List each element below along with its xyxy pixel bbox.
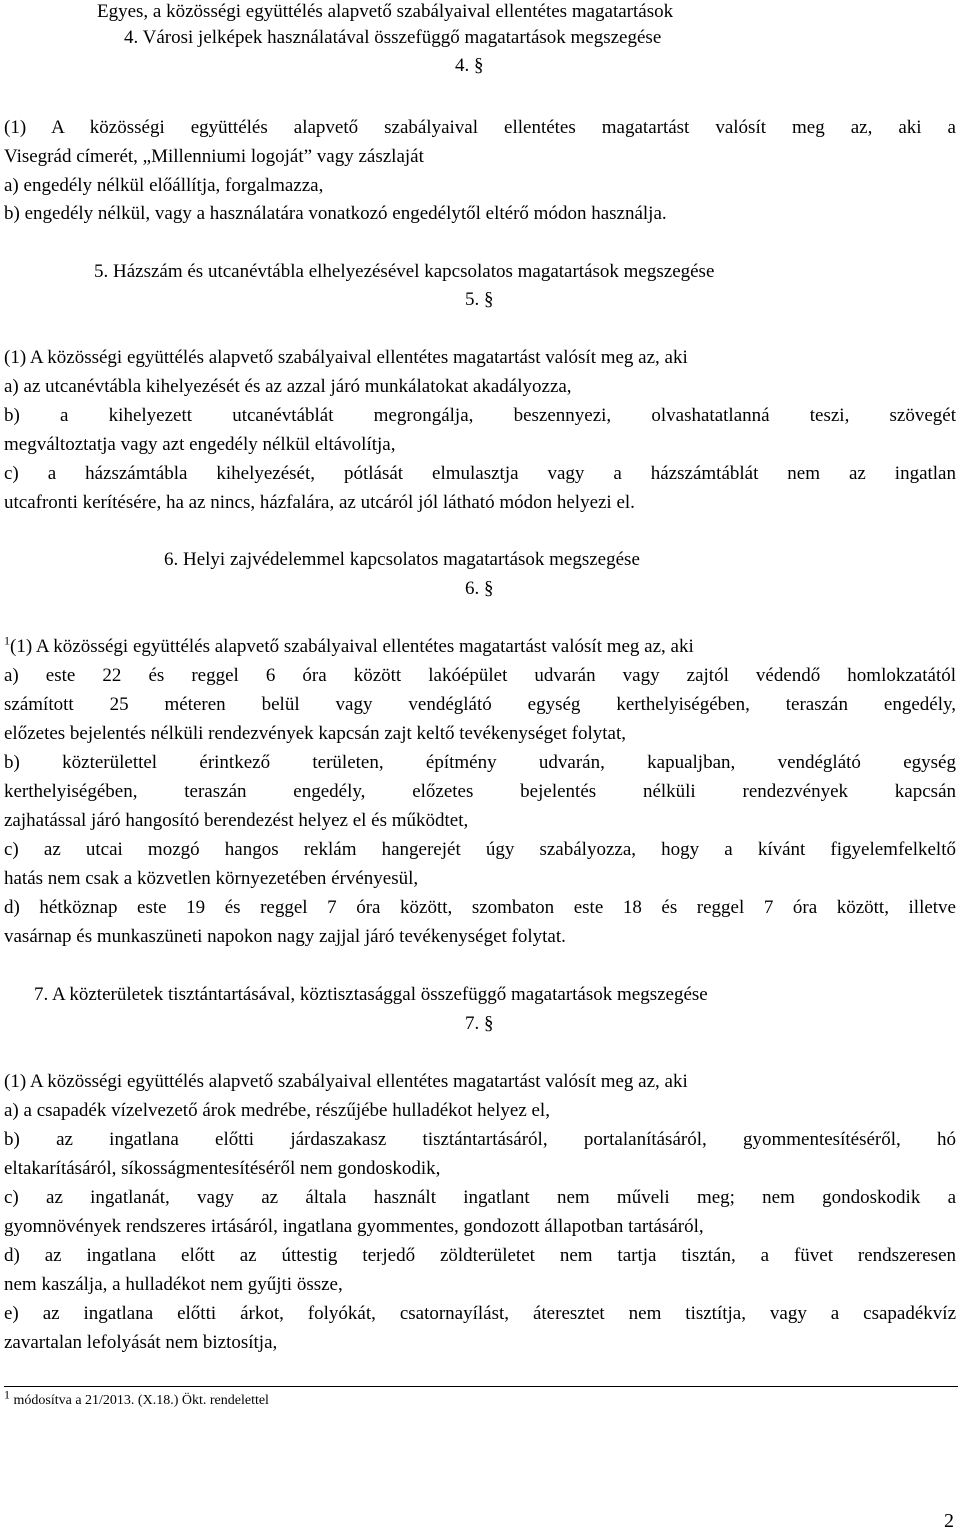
s6-line-1-text: (1) A közösségi együttélés alapvető szabályaival ellentétes magatartást valósít meg az, aki [10,636,694,657]
footnote-number: 1 [4,1387,10,1402]
s7-item-c: c) az ingatlanát, vagy az általa használt ingatlant nem műveli meg; nem gondoskodik a [4,1187,956,1208]
paragraph-mark-6: 6. § [465,578,494,599]
s4-item-b: b) engedély nélkül, vagy a használatára vonatkozó engedélytől eltérő módon használja. [4,203,667,224]
s5-item-c-cont: utcafronti kerítésére, ha az nincs, házfalára, az utcáról jól látható módon helyezi el. [4,492,635,513]
s7-item-d-cont: nem kaszálja, a hulladékot nem gyűjti össze, [4,1274,343,1295]
s6-item-a-cont: számított 25 méteren belül vagy vendéglátó egység kerthelyiségében, teraszán engedély, [4,694,956,715]
s6-item-b: b) közterülettel érintkező területen, építmény udvarán, kapualjban, vendéglátó egység [4,752,956,773]
s4-line-2: Visegrád címerét, „Millenniumi logoját” vagy zászlaját [4,146,424,167]
s5-line-1: (1) A közösségi együttélés alapvető szabályaival ellentétes magatartást valósít meg az, aki [4,347,688,368]
s7-item-e-cont: zavartalan lefolyását nem biztosítja, [4,1332,278,1353]
s5-item-b-cont: megváltoztatja vagy azt engedély nélkül eltávolítja, [4,434,396,455]
page-number: 2 [944,1510,954,1532]
s7-item-a: a) a csapadék vízelvezető árok medrébe, részűjébe hulladékot helyez el, [4,1100,550,1121]
s7-item-b: b) az ingatlana előtti járdaszakasz tisztántartásáról, portalanításáról, gyommentesítéséről, hó [4,1129,956,1150]
paragraph-mark-7: 7. § [465,1013,494,1034]
s4-line-1: (1) A közösségi együttélés alapvető szabályaival ellentétes magatartást valósít meg az, aki a [4,117,956,138]
section-title-6: 6. Helyi zajvédelemmel kapcsolatos magatartások megszegése [164,549,640,570]
s7-item-c-cont: gyomnövények rendszeres irtásáról, ingatlana gyommentes, gondozott állapotban tartásáról, [4,1216,704,1237]
s7-item-e: e) az ingatlana előtti árkot, folyókát, csatornayílást, áteresztet nem tisztítja, vagy a csapadékvíz [4,1303,956,1324]
footnote-divider [4,1386,958,1387]
s6-item-c-cont: hatás nem csak a közvetlen környezetében érvényesül, [4,868,419,889]
s7-item-b-cont: eltakarításáról, síkosságmentesítéséről nem gondoskodik, [4,1158,441,1179]
s6-item-d-cont: vasárnap és munkaszüneti napokon nagy zajjal járó tevékenységet folytat. [4,926,566,947]
s6-item-b-cont2: zajhatással járó hangosító berendezést helyez el és működtet, [4,810,469,831]
chapter-heading: Egyes, a közösségi együttélés alapvető szabályaival ellentétes magatartások [97,1,674,22]
s7-item-d: d) az ingatlana előtt az úttestig terjedő zöldterületet nem tartja tisztán, a füvet rendszeresen [4,1245,956,1266]
footnote [4,1387,269,1412]
s4-item-a: a) engedély nélkül előállítja, forgalmazza, [4,175,324,196]
s6-item-b-cont: kerthelyiségében, teraszán engedély, előzetes bejelentés nélküli rendezvények kapcsán [4,781,956,802]
paragraph-mark-5: 5. § [465,289,494,310]
s6-item-a-cont2: előzetes bejelentés nélküli rendezvények kapcsán zajt keltő tevékenységet folytat, [4,723,626,744]
section-title-4: 4. Városi jelképek használatával összefüggő magatartások megszegése [124,27,662,48]
footnote-text: módosítva a 21/2013. (X.18.) Ökt. rendelettel [10,1393,269,1408]
s5-item-a: a) az utcanévtábla kihelyezését és az azzal járó munkálatokat akadályozza, [4,376,572,397]
s6-line-1 [4,633,694,661]
paragraph-mark-4: 4. § [455,55,484,76]
s6-item-c: c) az utcai mozgó hangos reklám hangerejét úgy szabályozza, hogy a kívánt figyelemfelkeltő [4,839,956,860]
s7-line-1: (1) A közösségi együttélés alapvető szabályaival ellentétes magatartást valósít meg az, aki [4,1071,688,1092]
s5-item-b: b) a kihelyezett utcanévtáblát megrongálja, beszennyezi, olvashatatlanná teszi, szövegét [4,405,956,426]
footnote-ref: 1 [4,633,10,648]
s5-item-c: c) a házszámtábla kihelyezését, pótlását elmulasztja vagy a házszámtáblát nem az ingatlan [4,463,956,484]
section-title-7: 7. A közterületek tisztántartásával, köztisztasággal összefüggő magatartások megszegése [34,984,708,1005]
s6-item-d: d) hétköznap este 19 és reggel 7 óra között, szombaton este 18 és reggel 7 óra között, illetve [4,897,956,918]
section-title-5: 5. Házszám és utcanévtábla elhelyezésével kapcsolatos magatartások megszegése [94,261,715,282]
s6-item-a: a) este 22 és reggel 6 óra között lakóépület udvarán vagy zajtól védendő homlokzatától [4,665,956,686]
